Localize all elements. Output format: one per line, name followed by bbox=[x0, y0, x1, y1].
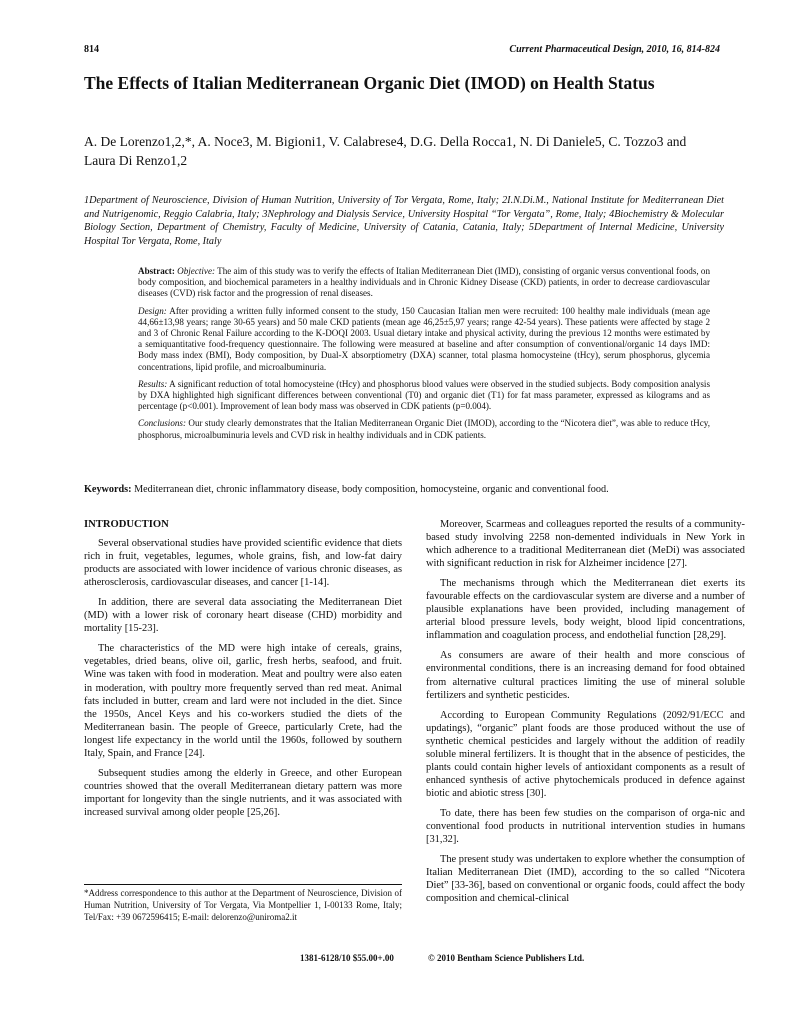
paragraph: Several observational studies have provided scientific evidence that diets rich in fruit, vegetables, legumes, whole grains, fish, and low-fat dairy products are associated with lower incidence of various chronic diseases, as atherosclerosis, cardiovascular diseases, and cancer [1-14]. bbox=[84, 538, 402, 589]
left-column bbox=[84, 518, 402, 826]
abstract bbox=[138, 266, 710, 447]
abstract-design bbox=[138, 306, 710, 373]
correspondence-footnote: *Address correspondence to this author at the Department of Neuroscience, Division of Human Nutrition, University of Tor Vergata, Via Montpellier 1, I-00133 Rome, Italy; Tel/Fax: +39 0672596415; E-mail: delorenzo@uniroma2.it bbox=[84, 884, 402, 923]
results-label: Results: bbox=[138, 378, 168, 389]
abstract-objective bbox=[138, 266, 710, 300]
article-title: The Effects of Italian Mediterranean Organic Diet (IMOD) on Health Status bbox=[84, 73, 655, 93]
affiliations: 1Department of Neuroscience, Division of Human Nutrition, University of Tor Vergata, Rome, Italy; 2I.N.Di.M., National Institute for Mediterranean Diet and Nutrigenomic, Reggio Calabria, Italy; 3Nephrology and Dialysis Service, University Hospital “Tor Vergata”, Rome, Italy; 4Biochemistry & Molecular Biology Section, Department of Chemistry, Faculty of Medicine, University of Catania, Catania, Italy; 5Department of Internal Medicine, University Hospital Tor Vergata, Rome, Italy bbox=[84, 195, 724, 247]
conclusions-label: Conclusions: bbox=[138, 418, 186, 429]
authors-line-1: A. De Lorenzo1,2,*, A. Noce3, M. Bigioni1, V. Calabrese4, D.G. Della Rocca1, N. Di Daniele5, C. Tozzo3 and bbox=[84, 134, 687, 149]
section-heading-introduction: INTRODUCTION bbox=[84, 519, 169, 530]
author-list bbox=[84, 132, 724, 170]
results-text: A significant reduction of total homocysteine (tHcy) and phosphorus blood values were observed in the studied subjects. Body composition analysis by DXA highlighted high significant differences between conventional (T0) and organic diet (T1) for fat mass parameter, expressed as kilograms and as percentage (p<0.001). Improvement of lean body mass was observed in CDK patients (p=0.004). bbox=[138, 378, 710, 412]
page-number: 814 bbox=[84, 44, 99, 55]
design-label: Design: bbox=[138, 305, 167, 316]
paragraph: As consumers are aware of their health and more conscious of environmental conditions, there is an increasing demand for food obtained from alternative cultural practices limiting the use of mineral soluble fertilizers and synthetic pesticides. bbox=[426, 650, 745, 701]
journal-citation: Current Pharmaceutical Design, 2010, 16, 814-824 bbox=[509, 44, 720, 55]
keywords bbox=[84, 484, 724, 495]
abstract-label: Abstract: bbox=[138, 266, 175, 276]
copyright-notice: © 2010 Bentham Science Publishers Ltd. bbox=[428, 953, 585, 963]
abstract-conclusions bbox=[138, 418, 710, 440]
paragraph: The mechanisms through which the Mediterranean diet exerts its favourable effects on the cardiovascular system are diverse and a number of plausible explanations have been provided, including management of arterial blood pressure levels, body weight, blood lipid concentrations, inflammation and coagulation process, and endothelial function [28,29]. bbox=[426, 578, 745, 642]
paragraph: In addition, there are several data associating the Mediterranean Diet (MD) with a lower risk of coronary heart disease (CHD) morbidity and mortality [15-23]. bbox=[84, 597, 402, 635]
abstract-results bbox=[138, 379, 710, 413]
objective-text: The aim of this study was to verify the effects of Italian Mediterranean Diet (IMD), consisting of organic versus conventional foods, on body composition, and biochemical parameters in a healthy individuals and in Chronic Kidney Disease (CKD) patients, in order to decrease cardiovascular diseases (CVD) risk factor and the progression of renal diseases. bbox=[138, 266, 711, 299]
design-text: After providing a written fully informed consent to the study, 150 Caucasian Italian men were recruited: 100 healthy male individuals (mean age 44,66±13,98 years; range 30-65 years) and 50 male CKD patients (mean age 46,25±5,97 years; range 42-54 years). These patients were affected by stage 2 and 3 of Chronic Renal Failure according to the K-DOQI 2003. Usual dietary intake and physical activity, during the previous 12 months were estimated by a semiquantitative food-frequency questionnaire. The following were measured at baseline and after consumption of conventional/organic 14 days IMD: Body mass index (BMI), Body composition, by Dual-X absorptiometry (DXA) scanner, total plasma homocysteine (tHcy), serum phosphorus, glycemia concentrations, lipid profile, and microalbuminuria. bbox=[138, 305, 710, 372]
paragraph: The present study was undertaken to explore whether the consumption of Italian Mediterranean Diet (IMD), according to the so called “Nicotera Diet” [33-36], based on conventional or organic foods, could affect the body composition and chemical-clinical bbox=[426, 854, 745, 905]
paragraph: Moreover, Scarmeas and colleagues reported the results of a community-based study involving 2258 non-demented individuals in New York in which adherence to a traditional Mediterranean diet (MeDi) was associated with significant reduction in risk for Alzheimer incidence [27]. bbox=[426, 519, 745, 570]
paragraph: The characteristics of the MD were high intake of cereals, grains, vegetables, dried beans, olive oil, garlic, fresh herbs, seafood, and fruit. Wine was taken with food in moderation. Meat and poultry were also eaten in moderation, with poultry more frequently served than red meat. Animal fats included in butter, cream and lard were not included in the diet. Since the 1950s, Ancel Keys and his co-workers studied the diets of the Mediterranean basin. The people of Greece, particularly Crete, had the longest life expectancy in the world until the 1960s, followed by southern Italy, Spain, and France [24]. bbox=[84, 643, 402, 759]
keywords-text: Mediterranean diet, chronic inflammatory disease, body composition, homocysteine, organic and conventional food. bbox=[134, 484, 609, 495]
paragraph: Subsequent studies among the elderly in Greece, and other European countries showed that the overall Mediterranean dietary pattern was more important for longevity than the single nutrients, and it was associated with increased survival among older people [25,26]. bbox=[84, 767, 402, 818]
paragraph: According to European Community Regulations (2092/91/ECC and updatings), “organic” plant foods are those produced without the use of synthetic chemical pesticides and largely without the addition of readily soluble mineral fertilizers. It is thought that in the absence of pesticides, the plants could contain higher levels of antioxidant components as a result of enhanced synthesis of active phytochemicals produced in defence against biotic and abiotic stress [30]. bbox=[426, 709, 745, 799]
objective-label: Objective: bbox=[177, 266, 216, 276]
conclusions-text: Our study clearly demonstrates that the Italian Mediterranean Organic Diet (IMOD), according to the “Nicotera diet”, was able to reduce tHcy, phosphorus, microalbuminuria levels and CVD risk in healthy individuals and in CDK patients. bbox=[138, 418, 710, 440]
authors-line-2: Laura Di Renzo1,2 bbox=[84, 153, 188, 168]
keywords-label: Keywords: bbox=[84, 484, 132, 495]
right-column bbox=[426, 518, 745, 912]
paragraph: To date, there has been few studies on the comparison of orga-nic and conventional food products in nutritional intervention studies in humans [31,32]. bbox=[426, 807, 745, 846]
issn-price: 1381-6128/10 $55.00+.00 bbox=[300, 953, 394, 963]
